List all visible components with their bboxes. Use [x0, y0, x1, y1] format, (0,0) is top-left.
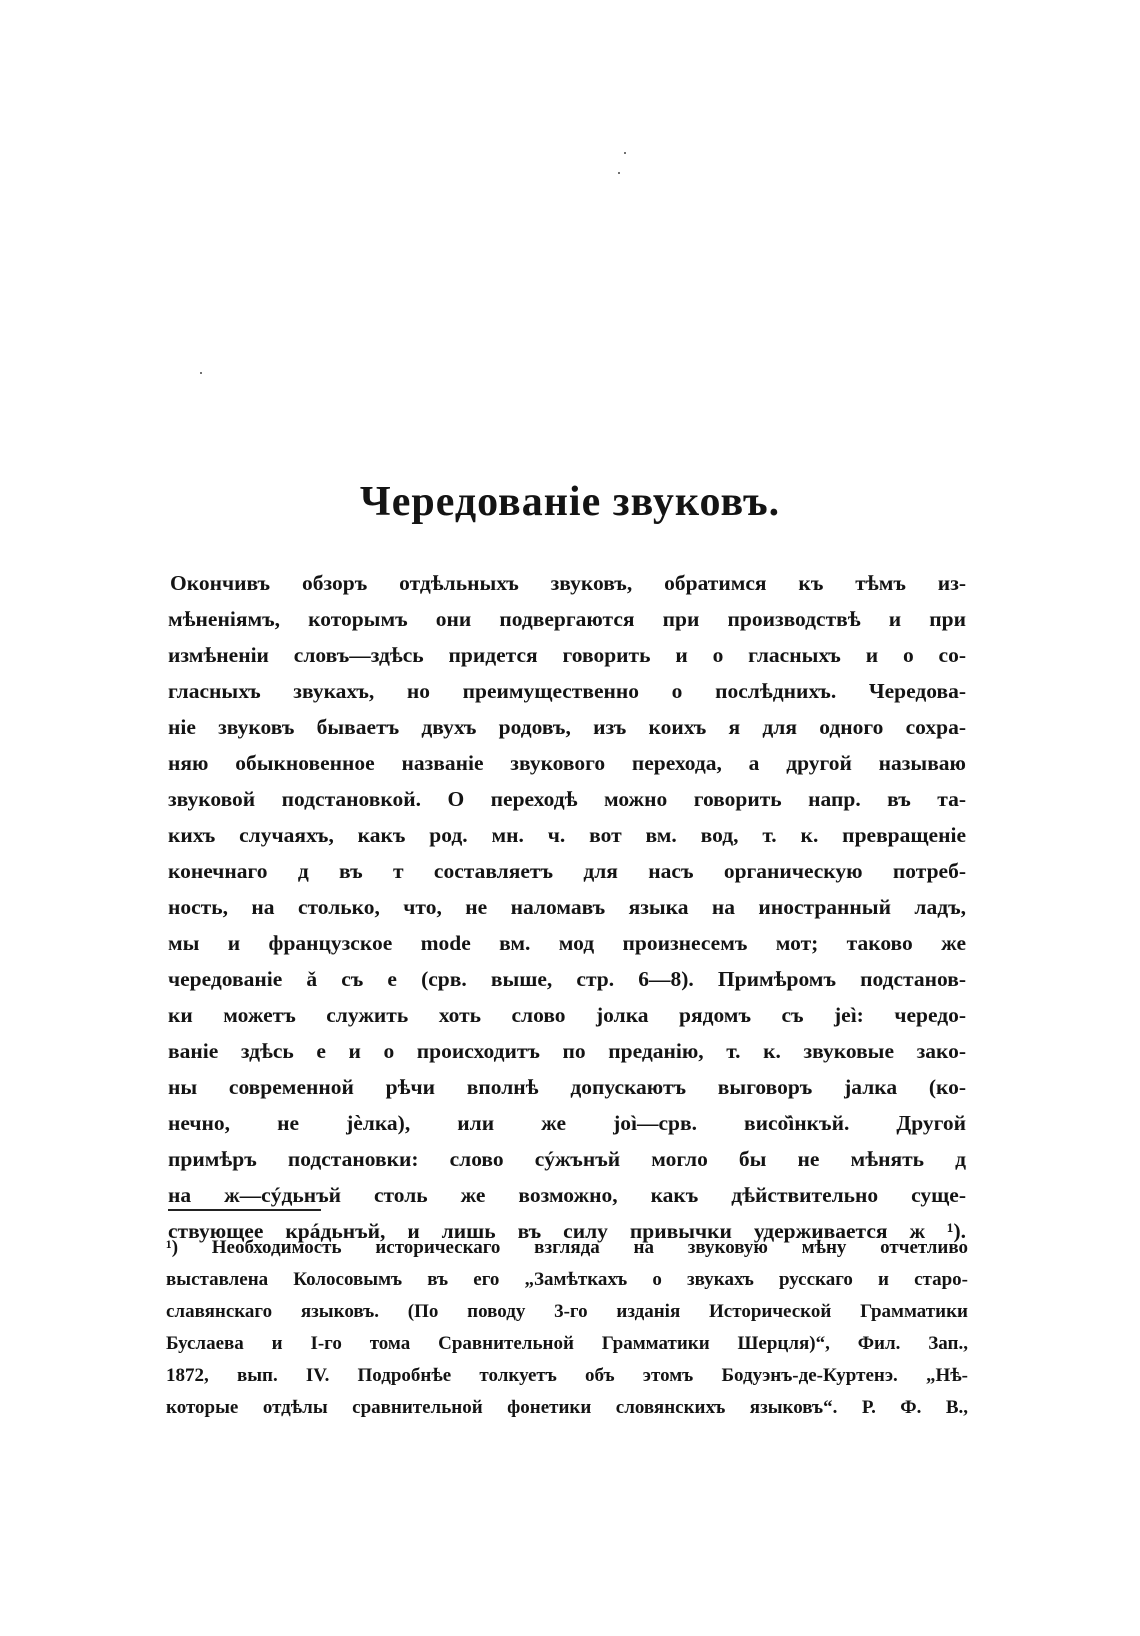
text-line: гласныхъ звукахъ, но преимущественно о послѣднихъ. Чередова- — [168, 679, 966, 703]
text-line: няю обыкновенное названіе звукового перехода, а другой называю — [168, 751, 966, 775]
footnote-line: Буслаева и I-го тома Сравнительной Грамматики Шерцля)“, Фил. Зап., — [166, 1333, 968, 1354]
text-line: мѣненіямъ, которымъ они подвергаются при производствѣ и при — [168, 607, 966, 631]
text-line: звуковой подстановкой. О переходѣ можно говорить напр. въ та- — [168, 787, 966, 811]
footnote-line: 1872, вып. IV. Подробнѣе толкуетъ объ этомъ Бодуэнъ-де-Куртенэ. „Нѣ- — [166, 1365, 968, 1386]
text-line: чередованіе ǎ съ e (срв. выше, стр. 6—8). Примѣромъ подстанов- — [168, 967, 966, 991]
text-line: ны современной рѣчи вполнѣ допускаютъ выговоръ jалка (ко- — [168, 1075, 966, 1099]
text-line: на ж—сýдьнъй столь же возможно, какъ дѣйствительно суще- — [168, 1183, 966, 1207]
text-line: ствующее крáдьнъй, и лишь въ силу привычки удерживается ж ¹). — [168, 1219, 966, 1243]
text-line: ки можетъ служить хоть слово jолка рядомъ съ jeì: чередо- — [168, 1003, 966, 1027]
footnote-line: которые отдѣлы сравнительной фонетики словянскихъ языковъ“. Р. Ф. В., — [166, 1397, 968, 1418]
text-line: конечнаго д въ т составляетъ для насъ органическую потреб- — [168, 859, 966, 883]
footnote — [166, 1232, 968, 1424]
footnote-line: ¹) Необходимость историческаго взгляда на звуковую мѣну отчетливо — [166, 1237, 968, 1258]
footnote-line: славянскаго языковъ. (По поводу 3-го изданія Исторической Грамматики — [166, 1301, 968, 1322]
scan-speck — [624, 152, 626, 154]
text-line: мы и французское mode вм. мод произнесемъ мот; таково же — [168, 931, 966, 955]
text-line: кихъ случаяхъ, какъ род. мн. ч. вот вм. вод, т. к. превращеніе — [168, 823, 966, 847]
scan-speck — [200, 372, 202, 374]
text-line: ваніе здѣсь е и о происходитъ по преданію, т. к. звуковые зако- — [168, 1039, 966, 1063]
text-line: ность, на столько, что, не наломавъ языка на иностранный ладъ, — [168, 895, 966, 919]
body-text — [168, 565, 966, 1249]
footnote-divider — [168, 1209, 321, 1211]
text-line: ніе звуковъ бываетъ двухъ родовъ, изъ коихъ я для одного сохра- — [168, 715, 966, 739]
footnote-line: выставлена Колосовымъ въ его „Замѣткахъ о звукахъ русскаго и старо- — [166, 1269, 968, 1290]
text-line: нечно, не jѐлка), или же jоì—срв. висо̆ìнкъй. Другой — [168, 1111, 966, 1135]
text-line: Окончивъ обзоръ отдѣльныхъ звуковъ, обратимся къ тѣмъ из- — [170, 571, 966, 595]
text-line: измѣненіи словъ—здѣсь придется говорить и о гласныхъ и о со- — [168, 643, 966, 667]
page-title: Чередованіе звуковъ. — [359, 479, 781, 525]
scan-speck — [618, 172, 620, 174]
text-line: примѣръ подстановки: слово сýжънъй могло бы не мѣнять д — [168, 1147, 966, 1171]
